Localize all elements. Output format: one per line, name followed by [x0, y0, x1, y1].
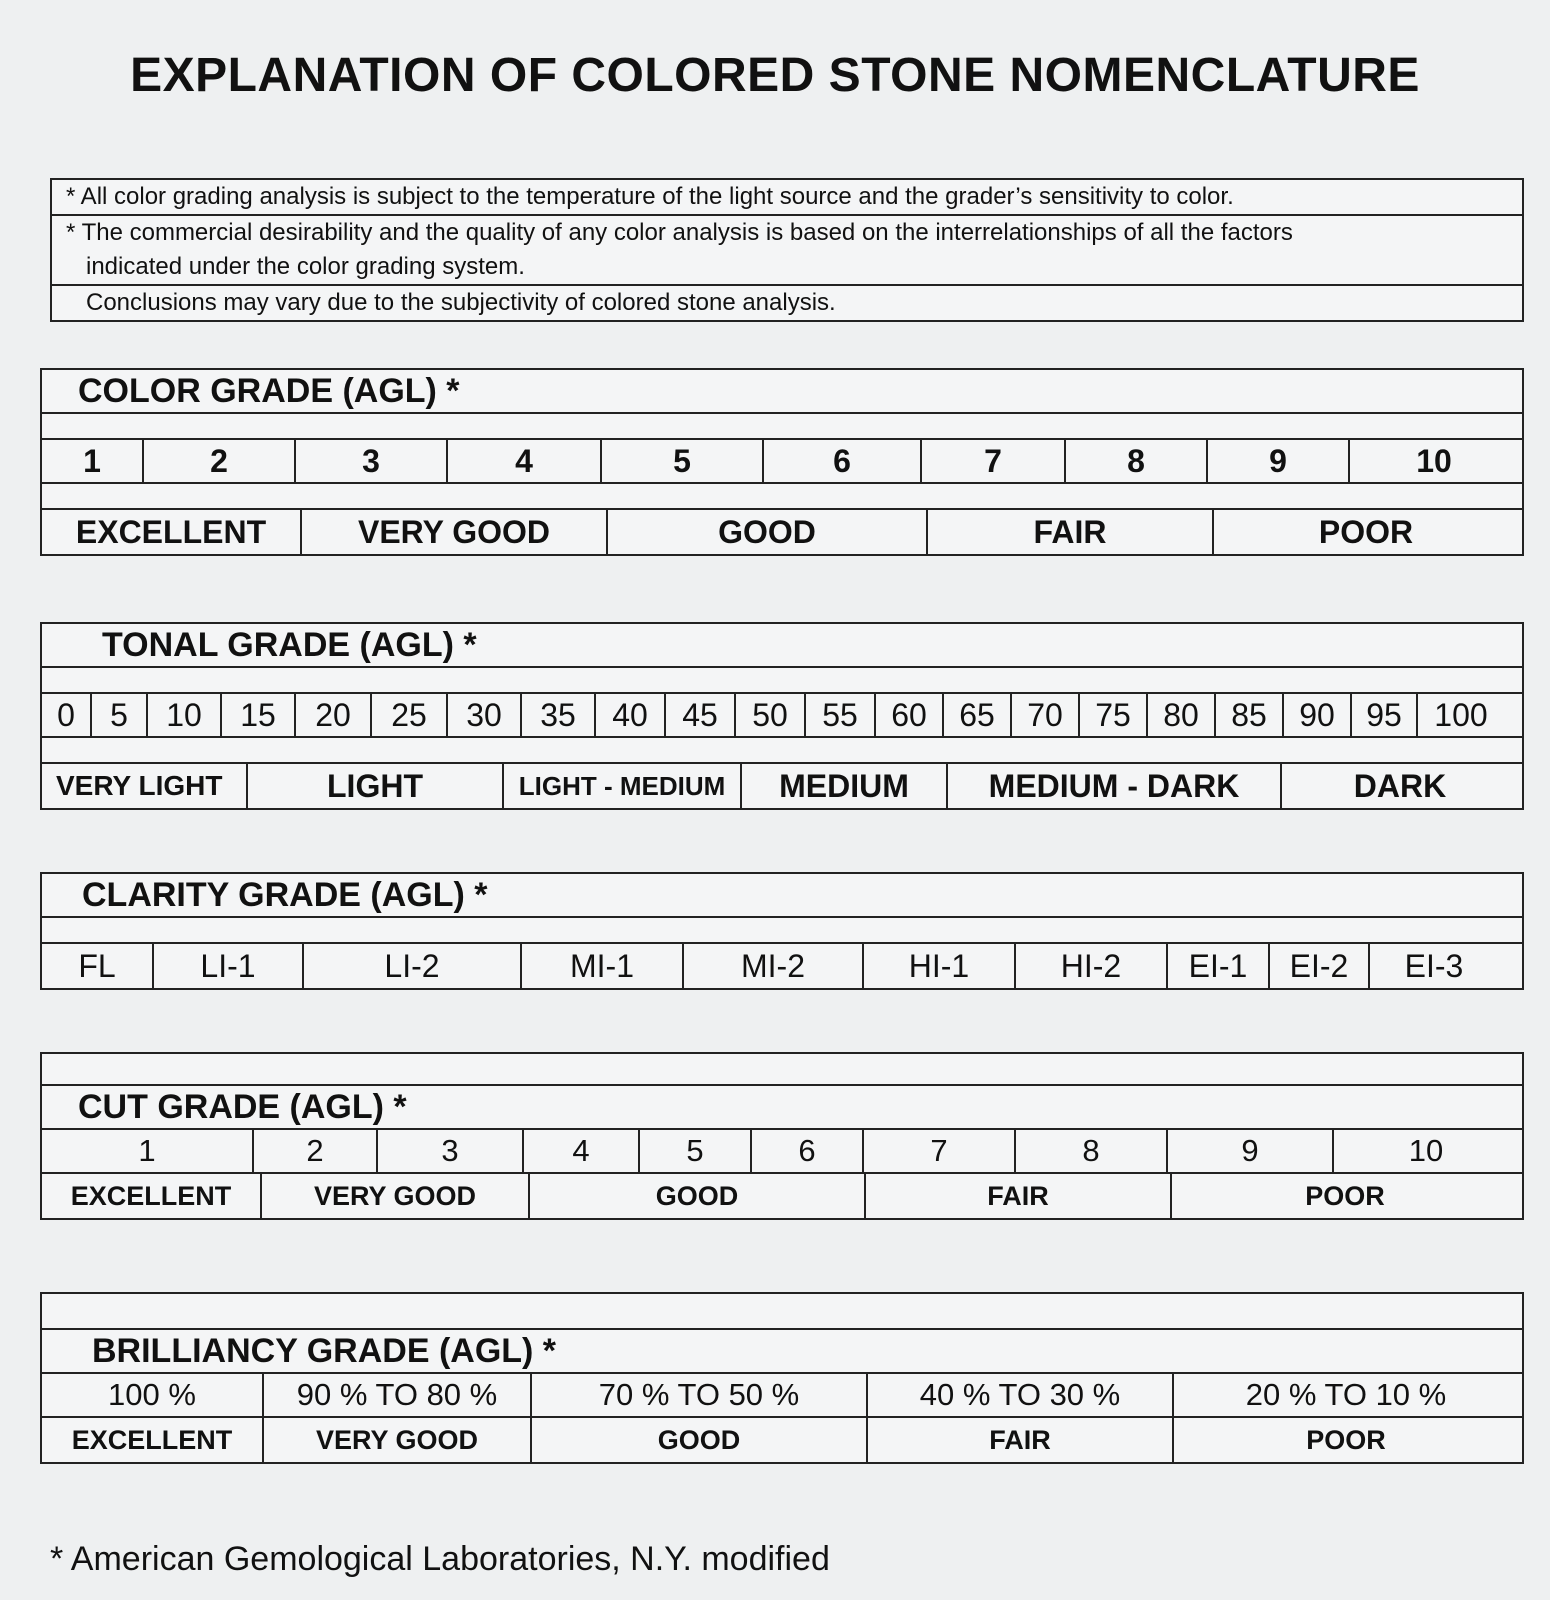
- color-grade-category-row: [42, 510, 1522, 554]
- tonal-number-cell: 25: [372, 694, 448, 736]
- tonal-grade-category-row: [42, 764, 1522, 808]
- grade-number-cell: 5: [602, 440, 764, 482]
- page-title: EXPLANATION OF COLORED STONE NOMENCLATURE: [130, 49, 1420, 102]
- color-grade-table: [40, 368, 1524, 556]
- tonal-grade-table: [40, 622, 1524, 810]
- cut-number-cell: 6: [752, 1130, 864, 1172]
- tonal-number-cell: 35: [522, 694, 596, 736]
- color-grade-heading: COLOR GRADE (AGL) *: [42, 370, 1522, 414]
- brilliancy-grade-category-row: [42, 1418, 1522, 1462]
- cut-category-cell: VERY GOOD: [262, 1174, 530, 1218]
- brilliancy-range-cell: 40 % TO 30 %: [868, 1374, 1174, 1416]
- brilliancy-range-cell: 90 % TO 80 %: [264, 1374, 532, 1416]
- cut-number-cell: 1: [42, 1130, 254, 1172]
- cut-category-cell: GOOD: [530, 1174, 866, 1218]
- tonal-number-cell: 15: [222, 694, 296, 736]
- tonal-number-cell: 45: [666, 694, 736, 736]
- clarity-grade-table: [40, 872, 1524, 990]
- grade-number-cell: 8: [1066, 440, 1208, 482]
- grade-number-cell: 3: [296, 440, 448, 482]
- cut-category-cell: FAIR: [866, 1174, 1172, 1218]
- tonal-category-cell: VERY LIGHT: [42, 764, 248, 808]
- tonal-number-cell: 90: [1284, 694, 1352, 736]
- tonal-category-cell: LIGHT: [248, 764, 504, 808]
- clarity-grade-cell: HI-2: [1016, 944, 1168, 988]
- cut-grade-heading: CUT GRADE (AGL) *: [42, 1086, 1522, 1130]
- tonal-number-cell: 10: [148, 694, 222, 736]
- cut-number-cell: 5: [640, 1130, 752, 1172]
- disclaimer-line: * All color grading analysis is subject to the temperature of the light source and the grader’s sensitivity to color.: [52, 180, 1522, 216]
- disclaimer-line: indicated under the color grading system.: [52, 250, 1522, 286]
- tonal-number-cell: 0: [42, 694, 92, 736]
- cut-number-cell: 7: [864, 1130, 1016, 1172]
- tonal-category-cell: MEDIUM - DARK: [948, 764, 1282, 808]
- grade-number-cell: 2: [144, 440, 296, 482]
- clarity-grade-cell: LI-2: [304, 944, 522, 988]
- tonal-category-cell: DARK: [1353, 767, 1447, 804]
- tonal-number-cell: 55: [806, 694, 876, 736]
- disclaimer-line: * The commercial desirability and the quality of any color analysis is based on the interrelationships of all the factors: [66, 219, 1293, 246]
- brilliancy-category-cell: GOOD: [532, 1418, 868, 1462]
- tonal-number-cell: 95: [1352, 694, 1418, 736]
- grade-number-cell: 4: [448, 440, 602, 482]
- grade-number-cell: 7: [922, 440, 1066, 482]
- grade-category-cell: EXCELLENT: [42, 510, 302, 554]
- cut-number-cell: 2: [254, 1130, 378, 1172]
- cut-grade-number-row: [42, 1130, 1522, 1174]
- grade-number-cell: 9: [1208, 440, 1350, 482]
- brilliancy-grade-table: [40, 1292, 1524, 1464]
- disclaimer-box: [50, 178, 1524, 322]
- tonal-number-cell: 20: [296, 694, 372, 736]
- grade-category-cell: GOOD: [608, 510, 928, 554]
- clarity-grade-cell: HI-1: [864, 944, 1016, 988]
- tonal-category-cell: MEDIUM: [742, 764, 948, 808]
- disclaimer-line: Conclusions may vary due to the subjectivity of colored stone analysis.: [86, 289, 836, 316]
- brilliancy-category-cell: FAIR: [868, 1418, 1174, 1462]
- brilliancy-range-cell: 20 % TO 10 %: [1245, 1377, 1447, 1412]
- grade-category-cell: FAIR: [928, 510, 1214, 554]
- tonal-category-cell: LIGHT - MEDIUM: [504, 764, 742, 808]
- brilliancy-grade-heading: BRILLIANCY GRADE (AGL) *: [42, 1330, 1522, 1374]
- clarity-grade-cell: MI-1: [522, 944, 684, 988]
- cut-number-cell: 4: [524, 1130, 640, 1172]
- tonal-number-cell: 85: [1216, 694, 1284, 736]
- grade-category-cell: VERY GOOD: [302, 510, 608, 554]
- cut-grade-category-row: [42, 1174, 1522, 1218]
- tonal-grade-heading: TONAL GRADE (AGL) *: [42, 624, 1522, 668]
- clarity-grade-row: [42, 944, 1522, 988]
- tonal-number-cell: 80: [1148, 694, 1216, 736]
- cut-category-cell: EXCELLENT: [42, 1174, 262, 1218]
- brilliancy-category-cell: POOR: [1306, 1424, 1386, 1455]
- tonal-number-cell: 75: [1080, 694, 1148, 736]
- grade-number-cell: 1: [42, 440, 144, 482]
- grade-category-cell: POOR: [1318, 513, 1414, 550]
- tonal-number-cell: 30: [448, 694, 522, 736]
- tonal-number-cell: 50: [736, 694, 806, 736]
- cut-number-cell: 9: [1168, 1130, 1334, 1172]
- cut-category-cell: POOR: [1305, 1180, 1385, 1211]
- tonal-number-cell: 5: [92, 694, 148, 736]
- tonal-number-cell: 100: [1434, 696, 1488, 733]
- clarity-grade-cell: EI-1: [1168, 944, 1270, 988]
- tonal-number-cell: 60: [876, 694, 944, 736]
- clarity-grade-cell: MI-2: [684, 944, 864, 988]
- tonal-grade-number-row: [42, 694, 1522, 738]
- color-grade-number-row: [42, 440, 1522, 484]
- clarity-grade-cell: FL: [42, 944, 154, 988]
- tonal-number-cell: 70: [1012, 694, 1080, 736]
- cut-number-cell: 8: [1016, 1130, 1168, 1172]
- clarity-grade-cell: LI-1: [154, 944, 304, 988]
- cut-number-cell: 10: [1408, 1133, 1444, 1168]
- grade-number-cell: 10: [1416, 442, 1452, 479]
- clarity-grade-cell: EI-3: [1404, 947, 1464, 984]
- brilliancy-range-cell: 100 %: [42, 1374, 264, 1416]
- clarity-grade-heading: CLARITY GRADE (AGL) *: [42, 874, 1522, 918]
- tonal-number-cell: 40: [596, 694, 666, 736]
- cut-number-cell: 3: [378, 1130, 524, 1172]
- brilliancy-category-cell: VERY GOOD: [264, 1418, 532, 1462]
- tonal-number-cell: 65: [944, 694, 1012, 736]
- grade-number-cell: 6: [764, 440, 922, 482]
- clarity-grade-cell: EI-2: [1270, 944, 1370, 988]
- footnote: * American Gemological Laboratories, N.Y. modified: [50, 1540, 830, 1578]
- brilliancy-range-cell: 70 % TO 50 %: [532, 1374, 868, 1416]
- brilliancy-grade-range-row: [42, 1374, 1522, 1418]
- brilliancy-category-cell: EXCELLENT: [42, 1418, 264, 1462]
- cut-grade-table: [40, 1052, 1524, 1220]
